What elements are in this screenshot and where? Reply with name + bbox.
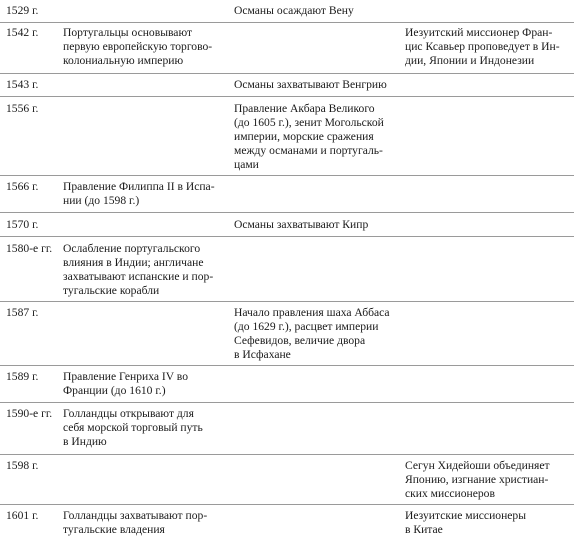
row-year: 1601 г. — [6, 509, 39, 522]
table-row — [0, 180, 574, 213]
row-event-col2: Начало правления шаха Аббаса (до 1629 г.), расцвет империи Сефевидов, величие двора в Исфахане — [234, 306, 390, 361]
row-event-col1: Голландцы открывают для себя морской торговый путь в Индию — [63, 407, 203, 448]
row-year: 1598 г. — [6, 459, 39, 472]
row-event-col1: Правление Генриха IV во Франции (до 1610 г.) — [63, 370, 188, 397]
row-event-col2: Османы захватывают Венгрию — [234, 78, 387, 91]
row-year: 1590-е гг. — [6, 407, 53, 420]
table-row — [0, 370, 574, 403]
row-year: 1589 г. — [6, 370, 39, 383]
row-year: 1529 г. — [6, 4, 39, 17]
table-row — [0, 509, 574, 549]
row-event-col2: Османы осаждают Вену — [234, 4, 354, 17]
table-row — [0, 218, 574, 237]
row-year: 1543 г. — [6, 78, 39, 91]
table-row — [0, 459, 574, 505]
table-row — [0, 26, 574, 74]
table-row — [0, 306, 574, 366]
row-year: 1570 г. — [6, 218, 39, 231]
row-event-col3: Иезуитский миссионер Фран- цис Ксавьер проповедует в Ин- дии, Японии и Индонезии — [405, 26, 560, 67]
row-event-col2: Правление Акбара Великого (до 1605 г.), зенит Могольской империи, морские сражения между османами и португаль- цами — [234, 102, 384, 171]
table-row — [0, 78, 574, 97]
row-year: 1587 г. — [6, 306, 39, 319]
row-event-col1: Голландцы захватывают пор- тугальские владения — [63, 509, 208, 536]
table-row — [0, 102, 574, 176]
row-event-col1: Португальцы основывают первую европейскую торгово- колониальную империю — [63, 26, 213, 67]
row-event-col3: Иезуитские миссионеры в Китае — [405, 509, 527, 536]
row-event-col3: Сегун Хидейоши объединяет Японию, изгнание христиан- ских миссионеров — [405, 459, 550, 500]
row-year: 1556 г. — [6, 102, 39, 115]
table-row — [0, 407, 574, 455]
table-row — [0, 4, 574, 23]
row-event-col1: Ослабление португальского влияния в Индии; англичане захватывают испанские и пор- тугальские корабли — [63, 242, 214, 297]
row-event-col2: Османы захватывают Кипр — [234, 218, 369, 231]
row-year: 1542 г. — [6, 26, 39, 39]
row-year: 1566 г. — [6, 180, 39, 193]
row-event-col1: Правление Филиппа II в Испа- нии (до 1598 г.) — [63, 180, 215, 207]
row-year: 1580-е гг. — [6, 242, 53, 255]
table-row — [0, 242, 574, 302]
